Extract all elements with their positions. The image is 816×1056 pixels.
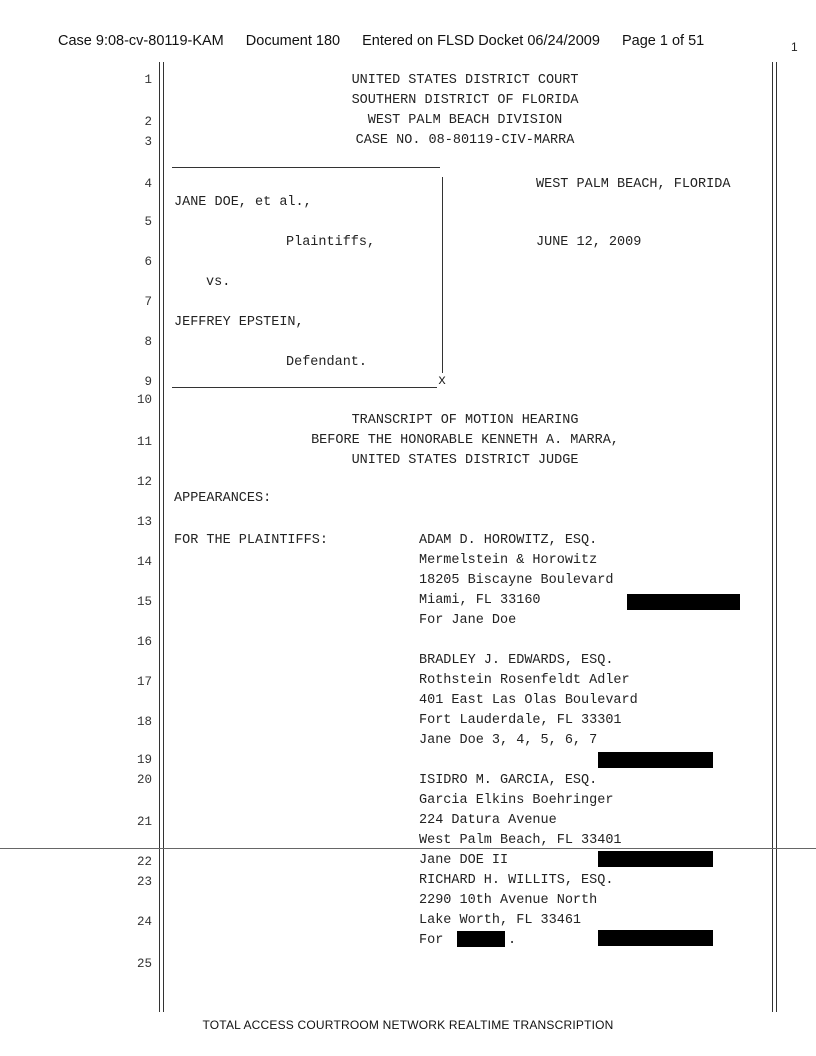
left-margin-rule bbox=[159, 62, 160, 1012]
caption-x-mark: x bbox=[438, 374, 447, 389]
counsel-address: 2290 10th Avenue North bbox=[419, 893, 598, 908]
redaction-box bbox=[457, 931, 505, 947]
redaction-box bbox=[598, 930, 713, 946]
counsel-firm: Rothstein Rosenfeldt Adler bbox=[419, 673, 630, 688]
line-number: 17 bbox=[136, 675, 152, 689]
counsel-name: RICHARD H. WILLITS, ESQ. bbox=[419, 873, 614, 888]
counsel-city: Lake Worth, FL 33461 bbox=[419, 913, 582, 928]
line-number: 11 bbox=[136, 435, 152, 449]
page-number: 1 bbox=[791, 40, 798, 54]
counsel-name: ISIDRO M. GARCIA, ESQ. bbox=[419, 773, 598, 788]
line-number: 15 bbox=[136, 595, 152, 609]
line-number: 4 bbox=[144, 177, 152, 191]
right-margin-rule-inner bbox=[776, 62, 777, 1012]
line-number: 25 bbox=[136, 957, 152, 971]
judge-line: BEFORE THE HONORABLE KENNETH A. MARRA, bbox=[311, 433, 619, 448]
redaction-box bbox=[627, 594, 740, 610]
counsel-city: Miami, FL 33160 bbox=[419, 593, 541, 608]
line-number: 16 bbox=[136, 635, 152, 649]
plaintiff-name: JANE DOE, et al., bbox=[174, 195, 312, 210]
counsel-name: BRADLEY J. EDWARDS, ESQ. bbox=[419, 653, 614, 668]
versus: vs. bbox=[206, 275, 231, 290]
counsel-city: Fort Lauderdale, FL 33301 bbox=[419, 713, 622, 728]
for-plaintiffs-label: FOR THE PLAINTIFFS: bbox=[174, 533, 328, 548]
line-number: 21 bbox=[136, 815, 152, 829]
line-number: 20 bbox=[136, 773, 152, 787]
appearances-heading: APPEARANCES: bbox=[174, 491, 272, 506]
line-number: 7 bbox=[144, 295, 152, 309]
counsel-city: West Palm Beach, FL 33401 bbox=[419, 833, 622, 848]
line-number: 22 bbox=[136, 855, 152, 869]
counsel-address: 18205 Biscayne Boulevard bbox=[419, 573, 614, 588]
redaction-box bbox=[598, 851, 713, 867]
defendant-role: Defendant. bbox=[286, 355, 368, 370]
left-margin-rule-inner bbox=[163, 62, 164, 1012]
hearing-location: WEST PALM BEACH, FLORIDA bbox=[536, 177, 731, 192]
hearing-date: JUNE 12, 2009 bbox=[536, 235, 642, 250]
counsel-firm: Mermelstein & Horowitz bbox=[419, 553, 598, 568]
line-number: 5 bbox=[144, 215, 152, 229]
transcript-title: TRANSCRIPT OF MOTION HEARING bbox=[351, 413, 579, 428]
line-number: 14 bbox=[136, 555, 152, 569]
counsel-name: ADAM D. HOROWITZ, ESQ. bbox=[419, 533, 598, 548]
counsel-client: Jane Doe 3, 4, 5, 6, 7 bbox=[419, 733, 598, 748]
caption-divider bbox=[442, 177, 443, 373]
line-number: 24 bbox=[136, 915, 152, 929]
line-number: 6 bbox=[144, 255, 152, 269]
caption-top-rule bbox=[172, 167, 440, 168]
plaintiff-role: Plaintiffs, bbox=[286, 235, 376, 250]
page-indicator: Page 1 of 51 bbox=[621, 33, 705, 49]
court-name: UNITED STATES DISTRICT COURT bbox=[351, 73, 579, 88]
counsel-client: For Jane Doe bbox=[419, 613, 517, 628]
counsel-address: 224 Datura Avenue bbox=[419, 813, 557, 828]
line-number: 12 bbox=[136, 475, 152, 489]
district-name: SOUTHERN DISTRICT OF FLORIDA bbox=[351, 93, 579, 108]
line-number: 2 bbox=[144, 115, 152, 129]
counsel-address: 401 East Las Olas Boulevard bbox=[419, 693, 638, 708]
counsel-client: Jane DOE II bbox=[419, 853, 509, 868]
redaction-box bbox=[598, 752, 713, 768]
line-number: 8 bbox=[144, 335, 152, 349]
counsel-client-suffix: . bbox=[508, 933, 517, 948]
division-name: WEST PALM BEACH DIVISION bbox=[367, 113, 563, 128]
judge-title: UNITED STATES DISTRICT JUDGE bbox=[351, 453, 579, 468]
line-number: 1 bbox=[144, 73, 152, 87]
docket-header bbox=[58, 33, 722, 49]
right-margin-rule bbox=[772, 62, 773, 1012]
line-number: 19 bbox=[136, 753, 152, 767]
line-number: 13 bbox=[136, 515, 152, 529]
line-number: 18 bbox=[136, 715, 152, 729]
caption-bottom-rule bbox=[172, 387, 437, 388]
entered-on-docket: Entered on FLSD Docket 06/24/2009 bbox=[362, 33, 600, 49]
transcription-footer: TOTAL ACCESS COURTROOM NETWORK REALTIME TRANSCRIPTION bbox=[202, 1018, 614, 1032]
case-number: Case 9:08-cv-80119-KAM bbox=[58, 33, 224, 49]
case-number-line: CASE NO. 08-80119-CIV-MARRA bbox=[355, 133, 575, 148]
defendant-name: JEFFREY EPSTEIN, bbox=[174, 315, 304, 330]
line-number: 9 bbox=[144, 375, 152, 389]
scan-line bbox=[0, 848, 816, 849]
line-number: 23 bbox=[136, 875, 152, 889]
counsel-client-prefix: For bbox=[419, 933, 444, 948]
document-number: Document 180 bbox=[245, 33, 341, 49]
line-number: 10 bbox=[136, 393, 152, 407]
line-number: 3 bbox=[144, 135, 152, 149]
counsel-firm: Garcia Elkins Boehringer bbox=[419, 793, 614, 808]
